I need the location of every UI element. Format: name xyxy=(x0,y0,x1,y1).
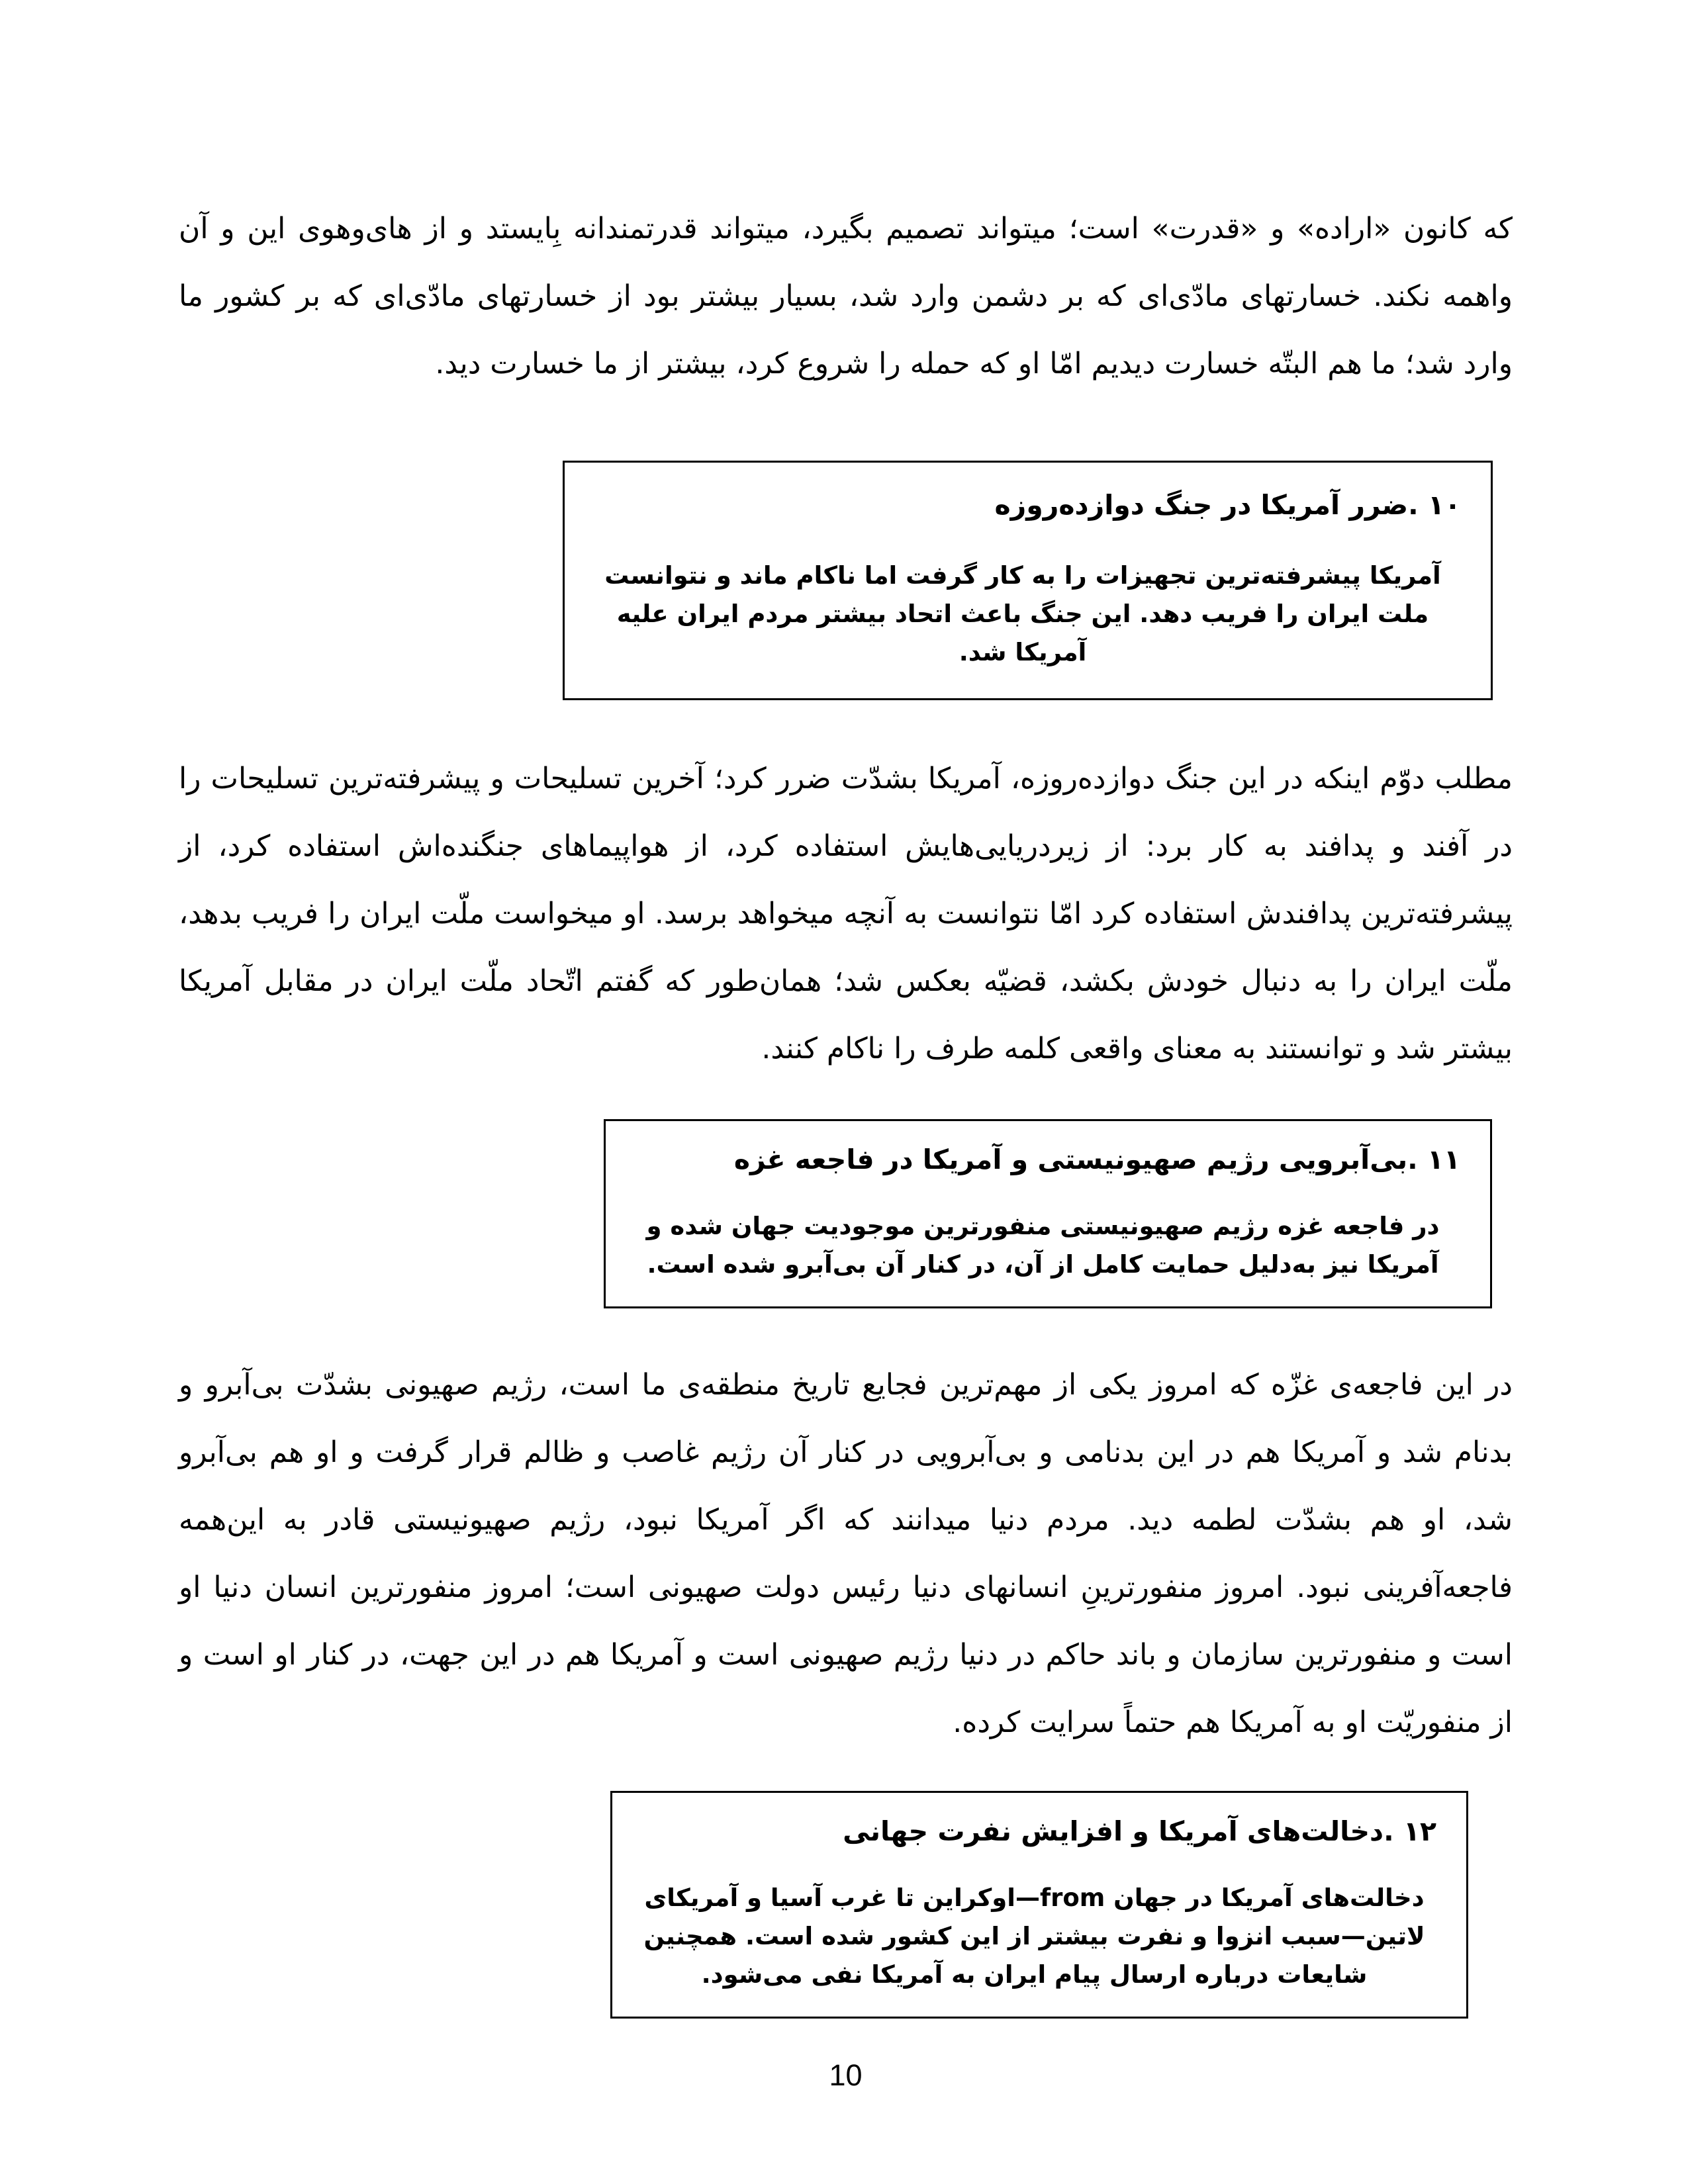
callout-11-body: در فاجعه غزه رژیم صهیونیستی منفورترین موجودیت جهان شده و آمریکا نیز به‌دلیل حمایت کامل از آن، در کنار آن بی‌آبرو شده است. xyxy=(646,1212,1440,1279)
callout-box-12 xyxy=(610,1791,1468,2019)
callout-12-body: دخالت‌های آمریکا در جهان from—اوکراین تا غرب آسیا و آمریکای لاتین—سبب انزوا و نفرت بیشتر از این کشور شده است. همچنین شایعات درباره ارسال پیام ایران به آمریکا نفی می‌شود. xyxy=(643,1884,1425,1989)
paragraph-2: مطلب دوّم اینکه در این جنگ دوازده‌روزه، آمریکا بشدّت ضرر کرد؛ آخرین تسلیحات و پیشرفته‌ترین تسلیحات را در آفند و پدافند به کار برد: از زیردریایی‌هایش استفاده کرد، از هواپیماهای جنگنده‌اش استفاده کرد، از پیشرفته‌ترین پدافندش استفاده کرد امّا نتوانست به آنچه میخواهد برسد. او میخواست ملّت ایران را فریب بدهد، ملّت ایران را به دنبال خودش بکشد، قضیّه بعکس شد؛ همان‌طور که گفتم اتّحاد ملّت ایران در مقابل آمریکا بیشتر شد و توانستند به معنای واقعی کلمه طرف را ناکام کنند. xyxy=(179,762,1513,1066)
callout-11-title: ۱۱ .بی‌آبرویی رژیم صهیونیستی و آمریکا در فاجعه غزه xyxy=(733,1144,1460,1175)
page-number: 10 xyxy=(829,2058,863,2092)
callout-10-title: ۱۰ .ضرر آمریکا در جنگ دوازده‌روزه xyxy=(994,489,1461,521)
paragraph-1: که کانون «اراده» و «قدرت» است؛ میتواند تصمیم بگیرد، میتواند قدرتمندانه بِایستد و از های‌وهوی این و آن واهمه نکند. خسارتهای مادّی‌ای که بر دشمن وارد شد، بسیار بیشتر بود از خسارتهای مادّی‌ای که بر کشور ما وارد شد؛ ما هم البتّه خسارت دیدیم امّا او که حمله را شروع کرد، بیشتر از ما خسارت دید. xyxy=(179,212,1513,381)
callout-10-body: آمریکا پیشرفته‌ترین تجهیزات را به کار گرفت اما ناکام ماند و نتوانست ملت ایران را فریب دهد. این جنگ باعث اتحاد بیشتر مردم ایران علیه آمریکا شد. xyxy=(604,561,1441,666)
callout-box-11 xyxy=(604,1119,1492,1308)
callout-box-10 xyxy=(563,461,1493,700)
paragraph-3: در این فاجعه‌ی غزّه که امروز یکی از مهم‌ترین فجایع تاریخ منطقه‌ی ما است، رژیم صهیونی بشدّت بی‌آبرو و بدنام شد و آمریکا هم در این بدنامی و بی‌آبرویی در کنار آن رژیم غاصب و ظالم قرار گرفت و او هم بی‌آبرو شد، او هم بشدّت لطمه دید. مردم دنیا میدانند که اگر آمریکا نبود، رژیم صهیونیستی قادر به این‌همه فاجعه‌آفرینی نبود. امروز منفورترینِ انسانهای دنیا رئیس دولت صهیونی است؛ امروز منفورترین انسان دنیا او است و منفورترین سازمان و باند حاکم در دنیا رژیم صهیونی است و آمریکا هم در این جهت، در کنار او است و از منفوریّت او به آمریکا هم حتماً سرایت کرده. xyxy=(179,1368,1513,1739)
callout-12-title: ۱۲ .دخالت‌های آمریکا و افزایش نفرت جهانی xyxy=(843,1815,1436,1847)
